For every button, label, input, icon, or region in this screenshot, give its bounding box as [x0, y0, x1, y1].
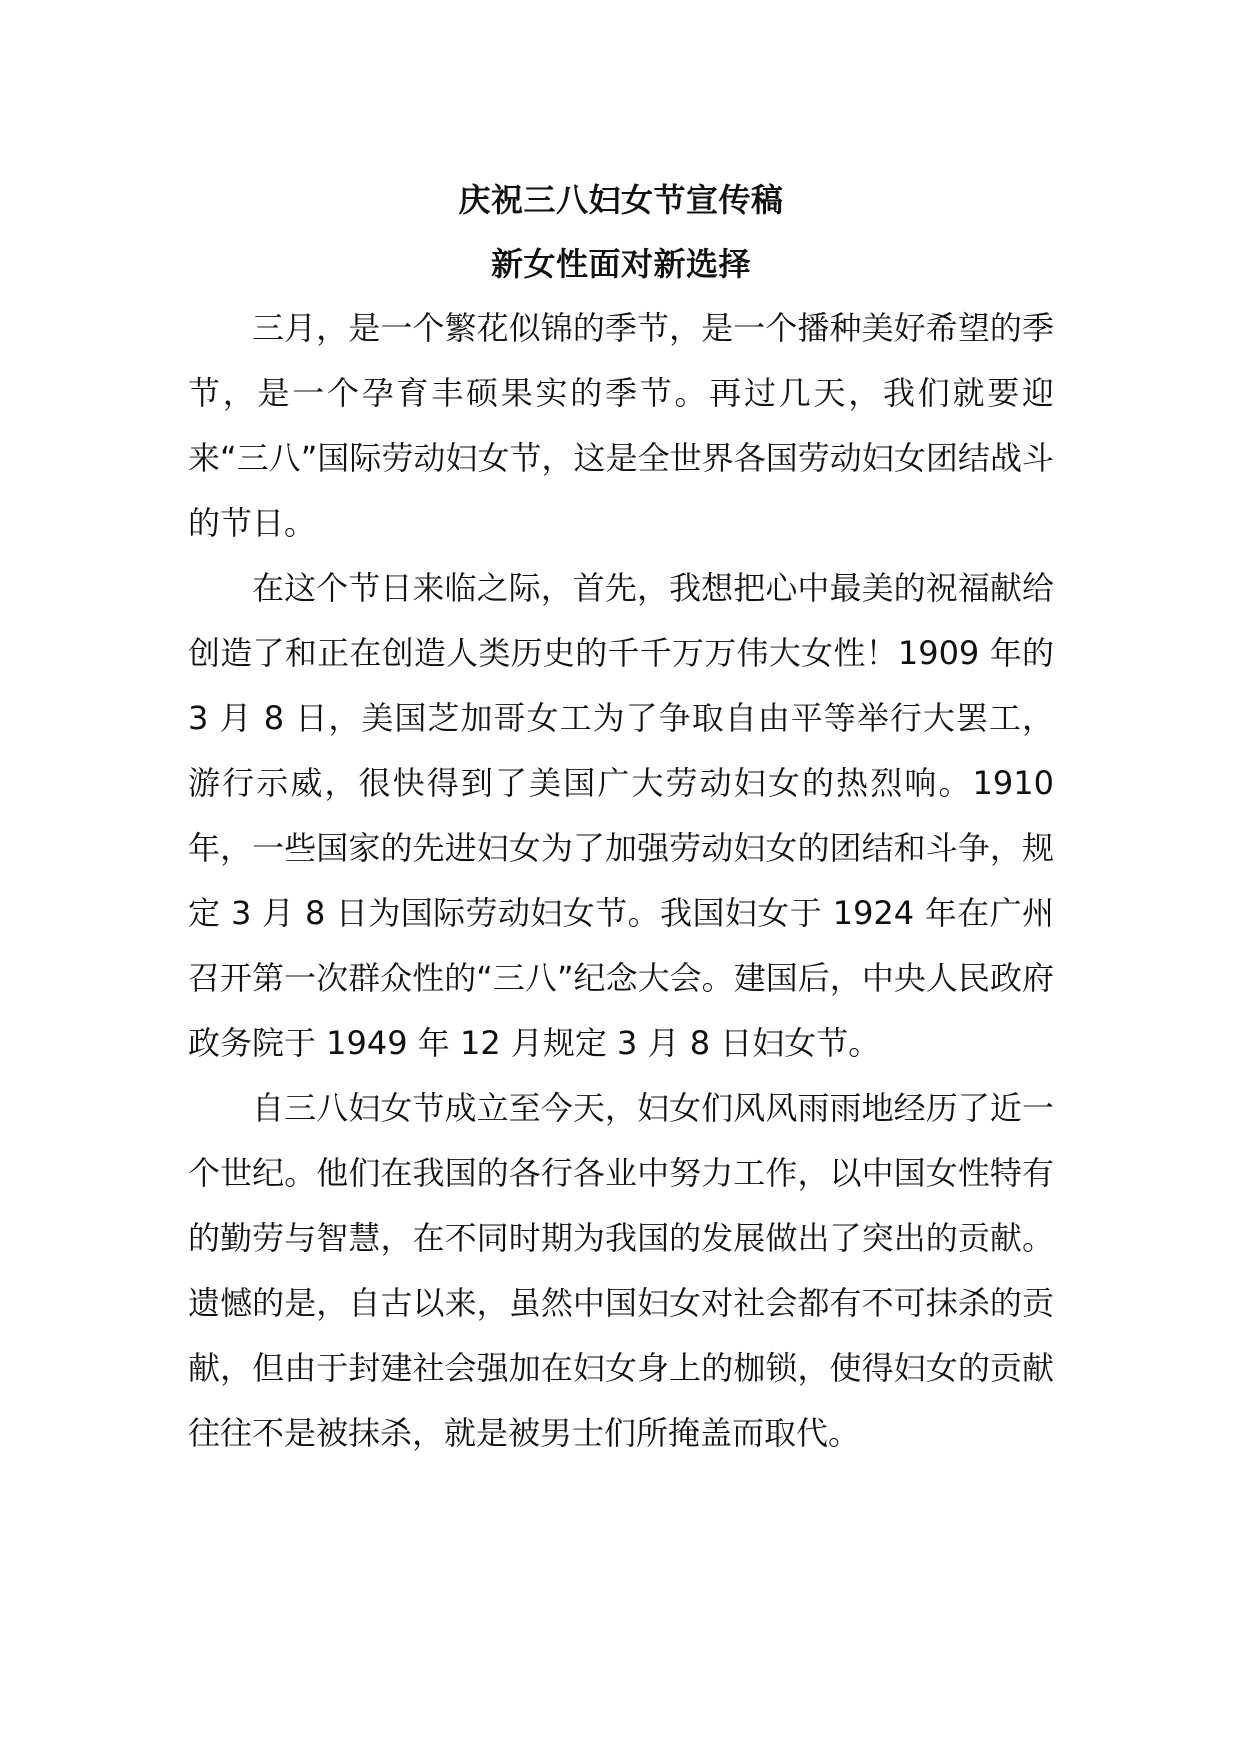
paragraph-3: 自三八妇女节成立至今天，妇女们风风雨雨地经历了近一个世纪。他们在我国的各行各业中努力工作，以中国女性特有的勤劳与智慧，在不同时期为我国的发展做出了突出的贡献。遗憾的是，自古以来，虽然中国妇女对社会都有不可抹杀的贡献，但由于封建社会强加在妇女身上的枷锁，使得妇女的贡献往往不是被抹杀，就是被男士们所掩盖而取代。: [188, 1089, 1054, 1452]
paragraph-2: 在这个节日来临之际，首先，我想把心中最美的祝福献给创造了和正在创造人类历史的千千万万伟大女性！1909 年的 3 月 8 日，美国芝加哥女工为了争取自由平等举行大罢工，游行示威，很快得到了美国广大劳动妇女的热烈响。1910 年，一些国家的先进妇女为了加强劳动妇女的团结和斗争，规定 3 月 8 日为国际劳动妇女节。我国妇女于 1924 年在广州召开第一次群众性的“三八”纪念大会。建国后，中央人民政府政务院于 1949 年 12 月规定 3 月 8 日妇女节。: [188, 569, 1054, 1062]
paragraph-1: 三月，是一个繁花似锦的季节，是一个播种美好希望的季节，是一个孕育丰硕果实的季节。再过几天，我们就要迎来“三八”国际劳动妇女节，这是全世界各国劳动妇女团结战斗的节日。: [188, 309, 1054, 542]
document-title: 庆祝三八妇女节宣传稿: [458, 181, 784, 219]
document-body: [188, 168, 1054, 1466]
document-subtitle: 新女性面对新选择: [490, 245, 751, 283]
